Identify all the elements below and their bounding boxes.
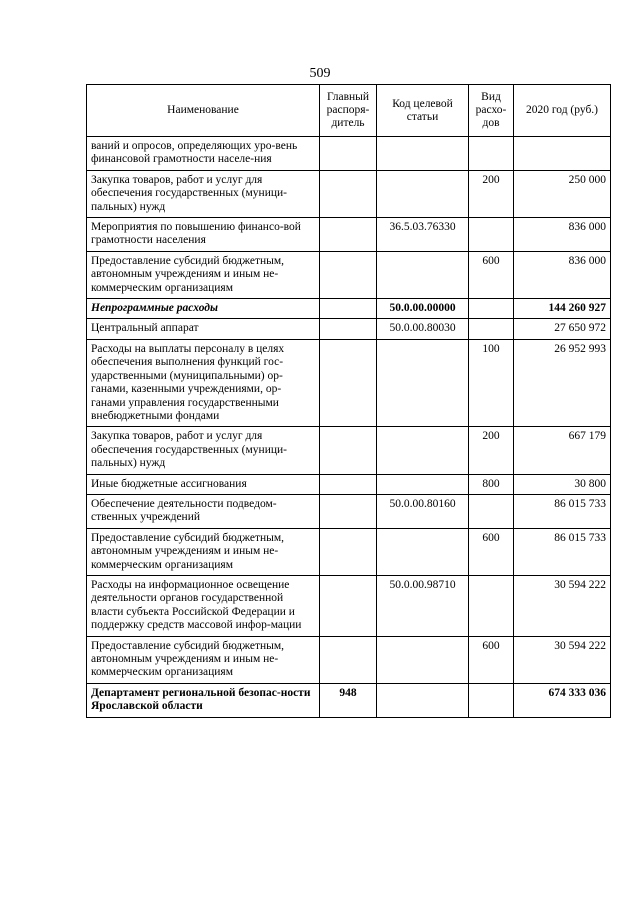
cell-code xyxy=(377,528,469,575)
table-row xyxy=(87,494,611,528)
table-header-row xyxy=(87,85,611,137)
cell-type: 100 xyxy=(469,339,514,426)
cell-type xyxy=(469,683,514,717)
column-header-admin: Главный распоря-дитель xyxy=(320,85,377,137)
cell-admin xyxy=(320,494,377,528)
cell-code xyxy=(377,427,469,474)
table-row xyxy=(87,299,611,319)
cell-amount: 144 260 927 xyxy=(514,299,611,319)
table-row xyxy=(87,427,611,474)
cell-name: Мероприятия по повышению финансо-вой грамотности населения xyxy=(87,218,320,252)
cell-code: 50.0.00.98710 xyxy=(377,575,469,636)
cell-admin xyxy=(320,636,377,683)
cell-name: Предоставление субсидий бюджетным, автономным учреждениям и иным не-коммерческим организациям xyxy=(87,636,320,683)
cell-code xyxy=(377,683,469,717)
cell-code: 36.5.03.76330 xyxy=(377,218,469,252)
cell-admin xyxy=(320,528,377,575)
cell-amount: 667 179 xyxy=(514,427,611,474)
cell-type xyxy=(469,299,514,319)
cell-amount: 836 000 xyxy=(514,251,611,298)
table-row xyxy=(87,137,611,171)
cell-amount: 30 594 222 xyxy=(514,575,611,636)
table-row xyxy=(87,683,611,717)
cell-amount: 27 650 972 xyxy=(514,319,611,339)
cell-amount: 86 015 733 xyxy=(514,528,611,575)
cell-amount: 674 333 036 xyxy=(514,683,611,717)
cell-code: 50.0.00.80160 xyxy=(377,494,469,528)
table-row xyxy=(87,218,611,252)
cell-name: Расходы на выплаты персоналу в целях обеспечения выполнения функций гос-ударственными (муниципальными) ор-ганами, казенными учреждениями, ор-ганами управления государственными внебюджетными фондами xyxy=(87,339,320,426)
budget-table xyxy=(86,84,611,718)
table-row xyxy=(87,528,611,575)
table-row xyxy=(87,319,611,339)
cell-name: Иные бюджетные ассигнования xyxy=(87,474,320,494)
cell-type: 200 xyxy=(469,427,514,474)
cell-name: Предоставление субсидий бюджетным, автономным учреждениям и иным не-коммерческим организациям xyxy=(87,251,320,298)
cell-code xyxy=(377,137,469,171)
cell-name: Центральный аппарат xyxy=(87,319,320,339)
cell-admin xyxy=(320,137,377,171)
cell-admin xyxy=(320,575,377,636)
cell-amount xyxy=(514,137,611,171)
column-header-code: Код целевой статьи xyxy=(377,85,469,137)
cell-name: Предоставление субсидий бюджетным, автономным учреждениям и иным не-коммерческим организациям xyxy=(87,528,320,575)
cell-admin xyxy=(320,339,377,426)
table-body xyxy=(87,137,611,718)
cell-code xyxy=(377,636,469,683)
cell-name: Департамент региональной безопас-ности Ярославской области xyxy=(87,683,320,717)
cell-type xyxy=(469,575,514,636)
table-row xyxy=(87,575,611,636)
cell-name: Непрограммные расходы xyxy=(87,299,320,319)
cell-amount: 30 594 222 xyxy=(514,636,611,683)
cell-code xyxy=(377,474,469,494)
cell-code xyxy=(377,339,469,426)
cell-name: Расходы на информационное освещение деятельности органов государственной власти субъекта Российской Федерации и поддержку средств массовой инфор-мации xyxy=(87,575,320,636)
table-row xyxy=(87,474,611,494)
cell-admin xyxy=(320,218,377,252)
cell-name: ваний и опросов, определяющих уро-вень финансовой грамотности населе-ния xyxy=(87,137,320,171)
cell-admin xyxy=(320,170,377,217)
cell-admin xyxy=(320,319,377,339)
page-number: 509 xyxy=(309,66,331,81)
column-header-name: Наименование xyxy=(87,85,320,137)
table-row xyxy=(87,251,611,298)
column-header-type: Вид расхо-дов xyxy=(469,85,514,137)
cell-amount: 250 000 xyxy=(514,170,611,217)
cell-admin xyxy=(320,299,377,319)
cell-name: Закупка товаров, работ и услуг для обеспечения государственных (муници-пальных) нужд xyxy=(87,170,320,217)
cell-type: 600 xyxy=(469,251,514,298)
cell-type xyxy=(469,494,514,528)
table-row xyxy=(87,339,611,426)
column-header-amount: 2020 год (руб.) xyxy=(514,85,611,137)
cell-code: 50.0.00.80030 xyxy=(377,319,469,339)
cell-amount: 26 952 993 xyxy=(514,339,611,426)
cell-amount: 30 800 xyxy=(514,474,611,494)
cell-type: 200 xyxy=(469,170,514,217)
cell-name: Закупка товаров, работ и услуг для обеспечения государственных (муници-пальных) нужд xyxy=(87,427,320,474)
cell-admin xyxy=(320,427,377,474)
cell-admin xyxy=(320,474,377,494)
cell-type: 600 xyxy=(469,528,514,575)
cell-type xyxy=(469,218,514,252)
cell-amount: 836 000 xyxy=(514,218,611,252)
cell-name: Обеспечение деятельности подведом-ственных учреждений xyxy=(87,494,320,528)
table-row xyxy=(87,636,611,683)
cell-code xyxy=(377,170,469,217)
cell-type: 800 xyxy=(469,474,514,494)
cell-amount: 86 015 733 xyxy=(514,494,611,528)
cell-type: 600 xyxy=(469,636,514,683)
cell-admin: 948 xyxy=(320,683,377,717)
cell-type xyxy=(469,319,514,339)
cell-code xyxy=(377,251,469,298)
cell-admin xyxy=(320,251,377,298)
cell-type xyxy=(469,137,514,171)
table-row xyxy=(87,170,611,217)
cell-code: 50.0.00.00000 xyxy=(377,299,469,319)
